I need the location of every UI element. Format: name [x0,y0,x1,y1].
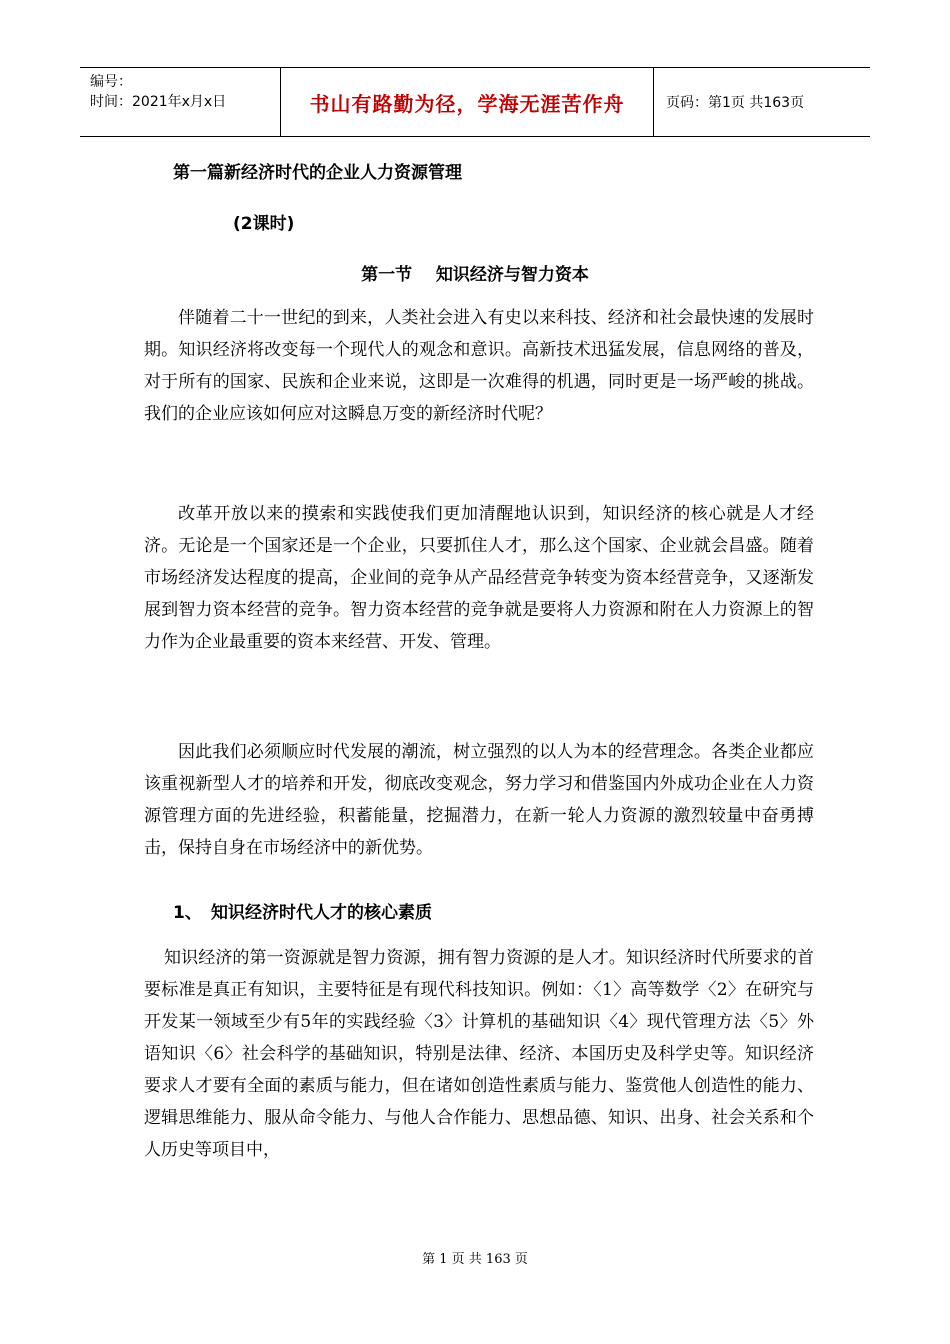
header-page-info: 页码：第1页 共163页 [666,95,805,111]
header-motto: 书山有路勤为径，学海无涯苦作舟 [280,68,654,136]
document-header [80,67,870,137]
date-label: 时间：2021年x月x日 [90,94,227,110]
code-label: 编号： [90,74,132,90]
header-meta [80,68,280,136]
subsection-heading [173,898,432,923]
section-title: 第一节 知识经济与智力资本 [361,265,589,285]
paragraph-2: 改革开放以来的摸索和实践使我们更加清醒地认识到，知识经济的核心就是人才经济。无论是一个国家还是一个企业，只要抓住人才，那么这个国家、企业就会昌盛。随着市场经济发达程度的提高，企业间的竞争从产品经营竞争转变为资本经营竞争，又逐渐发展到智力资本经营的竞争。智力资本经营的竞争就是要将人力资源和附在人力资源上的智力作为企业最重要的资本来经营、开发、管理。 [144,504,814,652]
paragraph-4: 知识经济的第一资源就是智力资源，拥有智力资源的是人才。知识经济时代所要求的首要标准是真正有知识，主要特征是有现代科技知识。例如：〈1〉高等数学〈2〉在研究与开发某一领域至少有5年的实践经验〈3〉计算机的基础知识〈4〉现代管理方法〈5〉外语知识〈6〉社会科学的基础知识，特别是法律、经济、本国历史及科学史等。知识经济要求人才要有全面的素质与能力，但在诸如创造性素质与能力、鉴赏他人创造性的能力、逻辑思维能力、服从命令能力、与他人合作能力、思想品德、知识、出身、社会关系和个人历史等项目中， [144,948,814,1160]
subsection-title: 知识经济时代人才的核心素质 [211,903,432,923]
class-hours: (2课时) [233,214,295,234]
subsection-number: 1、 [173,903,202,923]
document-title: 第一篇新经济时代的企业人力资源管理 [173,163,462,183]
paragraph-3: 因此我们必须顺应时代发展的潮流，树立强烈的以人为本的经营理念。各类企业都应该重视新型人才的培养和开发，彻底改变观念，努力学习和借鉴国内外成功企业在人力资源管理方面的先进经验，积蓄能量，挖掘潜力，在新一轮人力资源的激烈较量中奋勇搏击，保持自身在市场经济中的新优势。 [144,742,814,858]
paragraph-1: 伴随着二十一世纪的到来，人类社会进入有史以来科技、经济和社会最快速的发展时期。知识经济将改变每一个现代人的观念和意识。高新技术迅猛发展，信息网络的普及，对于所有的国家、民族和企业来说，这即是一次难得的机遇，同时更是一场严峻的挑战。我们的企业应该如何应对这瞬息万变的新经济时代呢？ [144,308,814,424]
page-footer: 第 1 页 共 163 页 [422,1252,528,1267]
